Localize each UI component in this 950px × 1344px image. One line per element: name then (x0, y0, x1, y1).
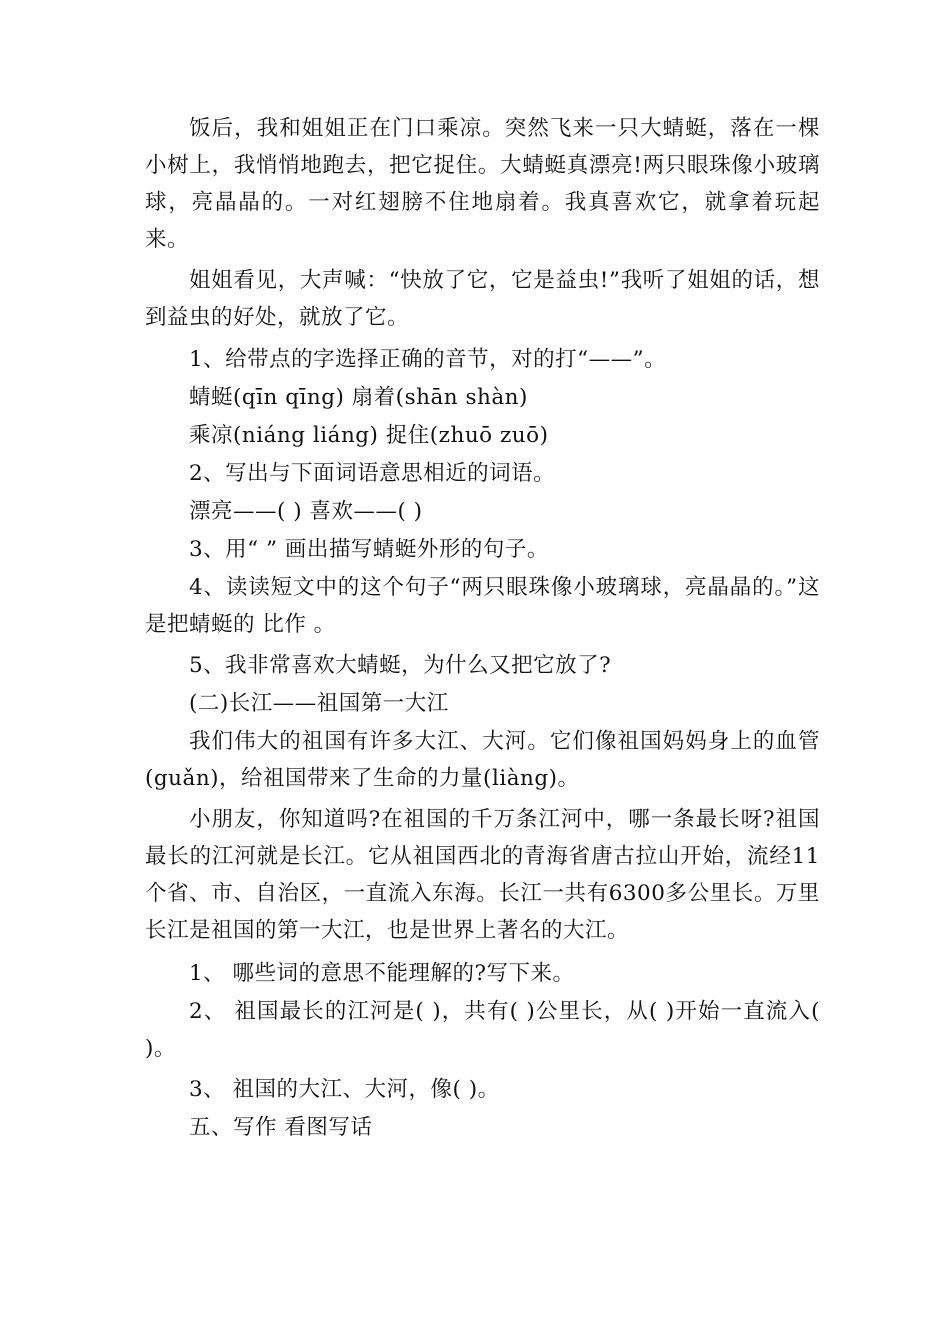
question-5-why: 5、我非常喜欢大蜻蜓，为什么又把它放了? (189, 653, 612, 678)
pinyin-options-line-2: 乘凉(niáng liáng) 捉住(zhuō zuō) (189, 423, 549, 448)
synonym-blanks: 漂亮——( ) 喜欢——( ) (189, 499, 423, 524)
question-4-metaphor: 4、读读短文中的这个句子“两只眼珠像小玻璃球，亮晶晶的。”这是把蜻蜓的 比作 。 (145, 575, 820, 637)
passage-yangtze-paragraph-1: 我们伟大的祖国有许多大江、大河。它们像祖国妈妈身上的血管(guǎn)，给祖国带来了生命的力量(liàng)。 (145, 729, 820, 791)
yangtze-question-1: 1、 哪些词的意思不能理解的?写下来。 (189, 961, 575, 986)
question-3-underline: 3、用“ ” 画出描写蜻蜓外形的句子。 (189, 537, 549, 562)
passage-yangtze-paragraph-2: 小朋友，你知道吗?在祖国的千万条江河中，哪一条最长呀?祖国最长的江河就是长江。它从祖国西北的青海省唐古拉山开始，流经11个省、市、自治区，一直流入东海。长江一共有6300多公里长。万里长江是祖国的第一大江，也是世界上著名的大江。 (145, 807, 820, 943)
pinyin-options-line-1: 蜻蜓(qīn qīng) 扇着(shān shàn) (189, 385, 528, 410)
passage-dragonfly-paragraph-1: 饭后，我和姐姐正在门口乘凉。突然飞来一只大蜻蜓，落在一棵小树上，我悄悄地跑去，把它捉住。大蜻蜓真漂亮!两只眼珠像小玻璃球，亮晶晶的。一对红翅膀不住地扇着。我真喜欢它，就拿着玩起来。 (145, 116, 820, 252)
yangtze-question-2: 2、 祖国最长的江河是( )，共有( )公里长，从( )开始一直流入( )。 (145, 999, 828, 1061)
passage-dragonfly-paragraph-2: 姐姐看见，大声喊：“快放了它，它是益虫!”我听了姐姐的话，想到益虫的好处，就放了它。 (145, 268, 820, 330)
section-title-yangtze: (二)长江——祖国第一大江 (189, 691, 449, 716)
yangtze-question-3: 3、 祖国的大江、大河，像( )。 (189, 1077, 500, 1102)
question-2-synonyms: 2、写出与下面词语意思相近的词语。 (189, 461, 556, 486)
question-1-pinyin: 1、给带点的字选择正确的音节，对的打“——”。 (189, 347, 667, 372)
section-writing-heading: 五、写作 看图写话 (189, 1115, 373, 1140)
